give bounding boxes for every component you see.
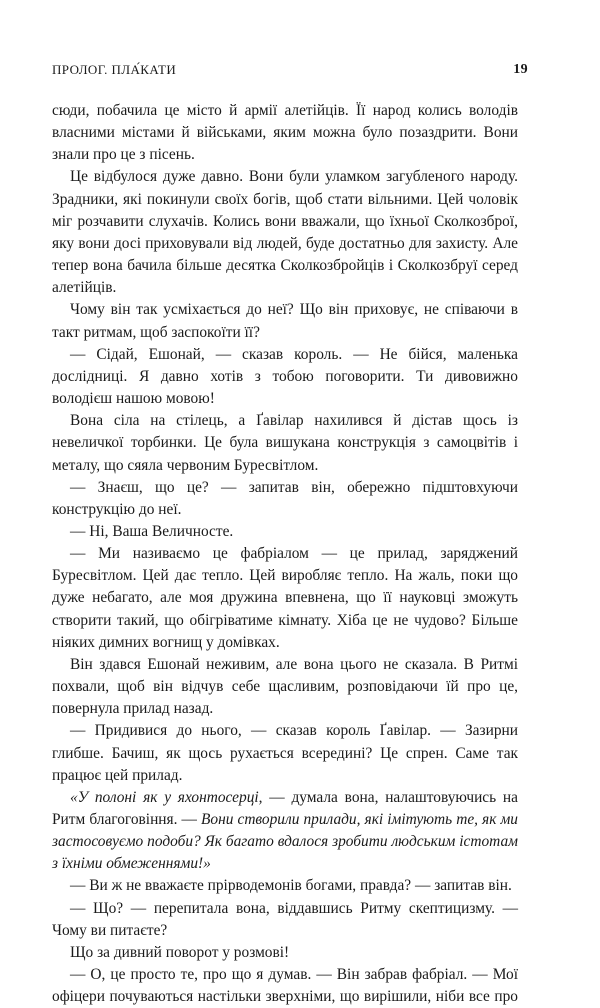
paragraph: Він здався Ешонай неживим, але вона цього не сказала. В Ритмі похвали, щоб він відчув себе щасливим, розповідаючи їй про це, повернула прилад назад. xyxy=(52,655,518,718)
paragraph: Вона сіла на стілець, а Ґавілар нахилився й дістав щось із невеличкої торбинки. Це була вишукана конструкція з самоцвітів і металу, що сяяла червоним Буресвітлом. xyxy=(52,412,518,474)
paragraph: Що за дивний поворот у розмові! xyxy=(70,943,290,961)
paragraph: — О, це просто те, про що я думав. — Він забрав фабріал. — Мої офіцери почуваються настільки зверхніми, що вирішили, ніби все про xyxy=(52,966,518,1006)
chapter-title: ПРОЛОГ. ПЛА́КАТИ xyxy=(52,62,177,77)
page-number: 19 xyxy=(513,62,528,77)
italic-thought-paragraph xyxy=(52,787,518,876)
paragraph: — Знаєш, що це? — запитав він, обережно підштовхуючи конструкцію до неї. xyxy=(52,478,518,518)
thought-text: Вони створили прилади, які імітують те, як ми застосовуємо подоби? Як багато вдалося зробити людським істотам з їхніми обмеженнями!» xyxy=(52,811,518,873)
paragraph: сюди, побачила це місто й армії алетійців. Її народ колись володів власними містами й військами, яким можна було позаздрити. Вони знали про це з пісень. xyxy=(52,102,518,164)
paragraph: Чому він так усміхається до неї? Що він приховує, не співаючи в такт ритмам, щоб заспокоїти її? xyxy=(52,301,518,341)
narration-text: — думала вона, налаштовуючись на Ритм благоговіння. — xyxy=(52,788,518,828)
paragraph: — Ви ж не вважаєте прірводемонів богами, правда? — запитав він. xyxy=(70,877,512,895)
running-header xyxy=(52,62,528,82)
paragraph: — Сідай, Ешонай, — сказав король. — Не бійся, маленька дослідниці. Я давно хотів з тобою поговорити. Ти дивовижно володієш нашою мовою! xyxy=(52,345,518,408)
thought-text: «У полоні як у яхонтосерці, xyxy=(70,788,263,806)
body-text xyxy=(52,100,518,1008)
paragraph: — Ми називаємо це фабріалом — це прилад, заряджений Буресвітлом. Цей дає тепло. Цей виробляє тепло. На жаль, поки що дуже небагато, але моя дружина впевнена, що її науковці зможуть створити такий, що обігріватиме кімнату. Хіба це не чудово? Більше ніяких димних вогнищ у домівках. xyxy=(52,545,518,651)
paragraph: Це відбулося дуже давно. Вони були уламком загубленого народу. Зрадники, які покинули своїх богів, щоб стати вільними. Цей чоловік міг розчавити слухачів. Колись вони вважали, що їхньої Сколкозброї, яку вони досі приховували від людей, буде достатньо для захисту. Але тепер вона бачила більше десятка Сколкозбройців і Сколкозбруї серед алетійців. xyxy=(52,168,518,297)
paragraph: — Що? — перепитала вона, віддавшись Ритму скептицизму. — Чому ви питаєте? xyxy=(52,899,518,939)
paragraph: — Придивися до нього, — сказав король Ґавілар. — Зазирни глибше. Бачиш, як щось рухається всередині? Це спрен. Саме так працює цей прилад. xyxy=(52,722,518,784)
paragraph: — Ні, Ваша Величносте. xyxy=(70,522,234,540)
